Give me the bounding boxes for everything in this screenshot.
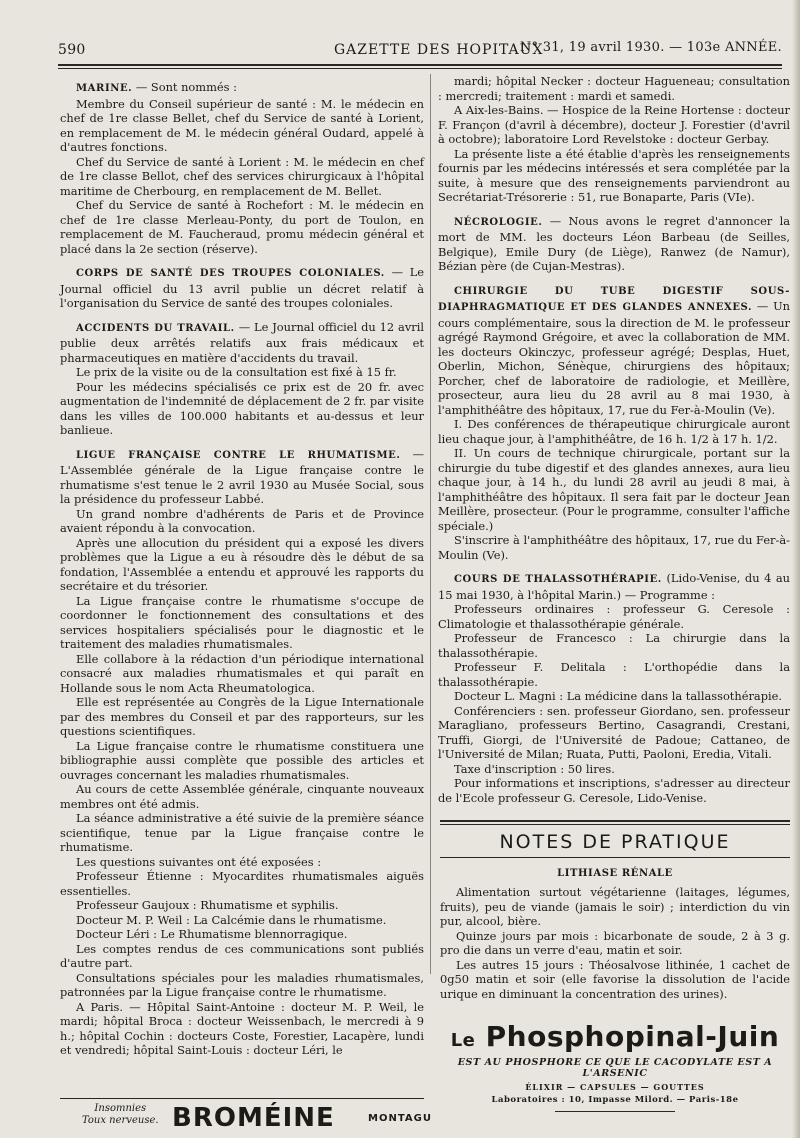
notes-paragraph: Les autres 15 jours : Théosalvose lithinée, 1 cachet de 0g50 matin et soir (elle favorise la dissolution de l'acide urique en diminuant la concentration des urines).	[440, 957, 790, 1001]
paragraph-text: La Ligue française contre le rhumatisme s'occupe de coordonner le fonctionnement des consultations et des services hospitaliers spécialisés pour le diagnostic et le traitement des maladies rhumatismales.	[60, 593, 424, 651]
ad-laboratory: Laboratoires : 10, Impasse Milord. — Paris-18e	[491, 1095, 739, 1105]
article-block	[60, 265, 424, 311]
bromeine-brand: BROMÉINE	[172, 1103, 335, 1133]
column-divider	[430, 74, 431, 974]
article-paragraph	[60, 913, 424, 928]
article-paragraph	[60, 265, 424, 311]
paragraph-text: (Lido-Venise, du 4 au 15 mai 1930, à l'hôpital Marin.) — Programme :	[438, 571, 790, 602]
ad-forms: ÉLIXIR — CAPSULES — GOUTTES	[525, 1082, 705, 1092]
article-paragraph	[60, 507, 424, 536]
article-paragraph	[60, 365, 424, 380]
paragraph-text: — Un cours complémentaire, sous la direction de M. le professeur agrégé Raymond Grégoire, et avec la collaboration de MM. les docteurs Okinczyc, professeur agrégé; Desplas, Huet, Oberlin, Michon, Sénèque, chirurgiens des hôpitaux; Porcher, chef de laboratoire de radiologie, et Meillère, prosecteur, aura lieu du 28 avril au 8 mai 1930, à l'amphithéâtre des hôpitaux, 17, rue du Fer-à-Moulin (Ve).	[438, 299, 791, 417]
paragraph-text: La séance administrative a été suivie de la première séance scientifique, tenue par la Ligue française contre le rhumatisme.	[60, 811, 424, 854]
article-paragraph	[438, 214, 790, 274]
paragraph-text: Professeur Étienne : Myocardites rhumatismales aiguës essentielles.	[60, 869, 424, 898]
article-paragraph	[60, 739, 424, 783]
paragraph-text: La Ligue française contre le rhumatisme constituera une bibliographie aussi complète que possible des articles et ouvrages concernant les maladies rhumatismales.	[60, 738, 424, 782]
article-paragraph	[60, 80, 424, 97]
issue-info: N° 31, 19 avril 1930. — 103e ANNÉE.	[519, 40, 782, 55]
article-paragraph	[60, 782, 424, 811]
section-heading: CORPS DE SANTÉ DES TROUPES COLONIALES.	[76, 268, 385, 279]
section-heading: NÉCROLOGIE.	[454, 216, 543, 228]
article-paragraph	[60, 869, 424, 898]
notes-body	[440, 885, 790, 1001]
article-paragraph	[60, 927, 424, 942]
section-heading: CHIRURGIE DU TUBE DIGESTIF SOUS-DIAPHRAGMATIQUE ET DES GLANDES ANNEXES.	[438, 285, 790, 313]
article-paragraph	[438, 660, 790, 689]
article-paragraph	[438, 147, 790, 205]
section-heading: COURS DE THALASSOTHÉRAPIE.	[454, 574, 662, 585]
paragraph-text: Elle collabore à la rédaction d'un périodique international consacré aux maladies rhumatismales et qui paraît en Hollande sous le nom Acta Rheumatologica.	[60, 651, 424, 695]
bromeine-indication-1: Insomnies	[94, 1103, 147, 1114]
article-paragraph	[60, 155, 424, 199]
article-paragraph	[438, 704, 790, 762]
article-paragraph	[60, 652, 424, 696]
article-paragraph	[60, 811, 424, 855]
ad-brand-name: Phosphopinal-Juin	[485, 1020, 780, 1053]
article-paragraph	[60, 320, 424, 366]
bromeine-advertisement	[60, 1098, 432, 1135]
article-paragraph	[438, 103, 790, 147]
ad-brand-prefix: Le	[450, 1030, 476, 1051]
article-paragraph	[60, 898, 424, 913]
article-paragraph	[438, 776, 790, 805]
paragraph-text: Professeur F. Delitala : L'orthopédie dans la thalassothérapie.	[438, 660, 790, 689]
paragraph-text: Conférenciers : sen. professeur Giordano, sen. professeur Maragliano, professeurs Bertino, Casagrandi, Crestani, Truffi, Giorgi, de l'Université de Padoue; Cattaneo, de l'Université de Milan; Ruata, Putti, Paoloni, Eredia, Vitali.	[438, 703, 790, 761]
article-paragraph	[438, 689, 790, 704]
ad-tagline: EST AU PHOSPHORE CE QUE LE CACODYLATE EST A L'ARSENIC	[457, 1057, 773, 1079]
paragraph-text: Professeurs ordinaires : professeur G. Ceresole : Climatologie et thalassothérapie générale.	[438, 602, 790, 631]
paragraph-text: A Aix-les-Bains. — Hospice de la Reine Hortense : docteur F. Françon (d'avril à décembre), docteur J. Forestier (d'avril à octobre); laboratoire Lord Revelstoke : docteur Gerbay.	[438, 103, 790, 146]
notes-paragraph: Alimentation surtout végétarienne (laitages, légumes, fruits), peu de viande (jamais le soir) ; interdiction du vin pur, alcool, bière.	[440, 885, 790, 928]
paragraph-text: Le prix de la visite ou de la consultation est fixé à 15 fr.	[76, 365, 397, 379]
paragraph-text: — Le Journal officiel du 13 avril publie un décret relatif à l'organisation du Service de santé des troupes coloniales.	[60, 265, 424, 310]
phosphopinal-advertisement	[440, 1020, 790, 1112]
article-paragraph	[438, 446, 790, 533]
section-heading: MARINE.	[76, 83, 133, 94]
notes-title: NOTES DE PRATIQUE	[499, 831, 731, 853]
paragraph-text: II. Un cours de technique chirurgicale, portant sur la chirurgie du tube digestif et des glandes annexes, aura lieu chaque jour, à 14 h., du lundi 28 avril au jeudi 8 mai, à l'amphithéâtre des hôpitaux. Il sera fait par le docteur Jean Meillère, prosecteur. (Pour le programme, consulter l'affiche spéciale.)	[438, 446, 790, 533]
notes-subhead: LITHIASE RÉNALE	[557, 868, 673, 879]
article-block	[438, 571, 790, 805]
paragraph-text: I. Des conférences de thérapeutique chirurgicale auront lieu chaque jour, à l'amphithéâtre, de 16 h. 1/2 à 17 h. 1/2.	[438, 417, 790, 446]
right-column	[438, 74, 790, 805]
paragraph-text: — Le Journal officiel du 12 avril publie deux arrêtés relatifs aux frais médicaux et pharmaceutiques en matière d'accidents du travail.	[60, 319, 425, 365]
paragraph-text: Pour informations et inscriptions, s'adresser au directeur de l'Ecole professeur G. Ceresole, Lido-Venise.	[438, 776, 790, 805]
article-paragraph	[438, 417, 790, 446]
journal-title: GAZETTE DES HOPITAUX	[334, 42, 544, 58]
paragraph-text: Pour les médecins spécialisés ce prix est de 20 fr. avec augmentation de l'indemnité de déplacement de 2 fr. par visite dans les villes de 100.000 habitants et au-dessus et leur banlieue.	[60, 379, 424, 437]
bromeine-indication-2: Toux nerveuse.	[82, 1115, 159, 1126]
paragraph-text: Elle est représentée au Congrès de la Ligue Internationale par des membres du Conseil et par des rapporteurs, sur les questions scientifiques.	[60, 695, 424, 738]
article-paragraph	[60, 695, 424, 739]
article-paragraph	[438, 631, 790, 660]
notes-paragraph: Quinze jours par mois : bicarbonate de soude, 2 à 3 g. pro die dans un verre d'eau, matin et soir.	[440, 928, 790, 957]
article-paragraph	[438, 533, 790, 562]
article-paragraph	[438, 283, 790, 418]
notes-rule-top	[440, 820, 790, 822]
paragraph-text: Docteur L. Magni : La médicine dans la tallassothérapie.	[454, 689, 782, 703]
article-block	[438, 283, 790, 563]
article-paragraph	[60, 942, 424, 971]
paragraph-text: S'inscrire à l'amphithéâtre des hôpitaux, 17, rue du Fer-à-Moulin (Ve).	[438, 533, 790, 562]
paragraph-text: Professeur de Francesco : La chirurgie dans la thalassothérapie.	[438, 631, 790, 660]
paragraph-text: Professeur Gaujoux : Rhumatisme et syphilis.	[76, 898, 339, 912]
article-paragraph	[438, 602, 790, 631]
bromeine-indications	[82, 1103, 159, 1127]
article-paragraph	[60, 1000, 424, 1058]
article-paragraph	[60, 380, 424, 438]
paragraph-text: Les comptes rendus de ces communications sont publiés d'autre part.	[60, 941, 424, 970]
header-rule-thin	[58, 68, 782, 69]
article-paragraph	[60, 447, 424, 507]
article-paragraph	[60, 198, 424, 256]
article-paragraph	[438, 571, 790, 602]
paragraph-text: Chef du Service de santé à Rochefort : M. le médecin en chef de 1re classe Merleau-Ponty, du port de Toulon, en remplacement de M. Faucheraud, promu médecin général et placé dans la 2e section (réserve).	[60, 198, 424, 256]
page-edge-shadow	[792, 0, 800, 1138]
paragraph-text: Docteur Léri : Le Rhumatisme blennorragique.	[76, 927, 348, 941]
article-block	[438, 214, 790, 274]
paragraph-text: Docteur M. P. Weil : La Calcémie dans le rhumatisme.	[76, 912, 387, 927]
paragraph-text: Membre du Conseil supérieur de santé : M. le médecin en chef de 1re classe Bellet, chef du Service de santé à Lorient, en remplacement de M. le médecin général Oudard, appelé à d'autres fonctions.	[60, 96, 424, 154]
article-block	[438, 74, 790, 205]
article-paragraph	[60, 97, 424, 155]
article-paragraph	[438, 74, 790, 103]
article-paragraph	[60, 971, 424, 1000]
paragraph-text: mardi; hôpital Necker : docteur Hagueneau; consultation : mercredi; traitement : mardi et samedi.	[438, 74, 790, 103]
paragraph-text: Taxe d'inscription : 50 lires.	[454, 761, 615, 776]
notes-de-pratique-section	[440, 820, 790, 1001]
paragraph-text: Consultations spéciales pour les maladies rhumatismales, patronnées par la Ligue française contre le rhumatisme.	[60, 970, 424, 999]
paragraph-text: Un grand nombre d'adhérents de Paris et de Province avaient répondu à la convocation.	[60, 506, 424, 535]
page-header	[58, 36, 782, 64]
page-number: 590	[58, 42, 86, 58]
paragraph-text: — Nous avons le regret d'annoncer la mort de MM. les docteurs Léon Barbeau (de Seilles, Belgique), Emile Dury (de Liège), Ranwez (de Namur), Bézian père (de Cujan-Mestras).	[438, 213, 791, 273]
paragraph-text: — L'Assemblée générale de la Ligue française contre le rhumatisme s'est tenue le 2 avril 1930 au Musée Social, sous la présidence du professeur Labbé.	[60, 446, 424, 506]
ad-rule	[555, 1111, 675, 1112]
article-paragraph	[438, 762, 790, 777]
section-heading: ACCIDENTS DU TRAVAIL.	[76, 322, 235, 334]
article-paragraph	[60, 536, 424, 594]
section-heading: LIGUE FRANÇAISE CONTRE LE RHUMATISME.	[76, 449, 401, 461]
paragraph-text: La présente liste a été établie d'après les renseignements fournis par les médecins intéressés et sera complétée par la suite, à mesure que des renseignements parviendront au Secrétariat-Trésorerie : 51, rue Bonaparte, Paris (VIe).	[438, 146, 790, 204]
paragraph-text: — Sont nommés :	[135, 80, 237, 94]
paragraph-text: Chef du Service de santé à Lorient : M. le médecin en chef de 1re classe Bellot, chef des services chirurgicaux à l'hôpital maritime de Cherbourg, en remplacement de M. Bellet.	[60, 154, 424, 198]
ad-brand	[440, 1020, 790, 1053]
paragraph-text: Les questions suivantes ont été exposées :	[76, 854, 322, 869]
article-block	[60, 80, 424, 256]
header-rule	[58, 64, 782, 66]
article-block	[60, 447, 424, 1058]
article-paragraph	[60, 594, 424, 652]
notes-rule-bottom	[440, 857, 790, 858]
article-block	[60, 320, 424, 438]
left-column	[60, 80, 424, 1058]
bromeine-maker: MONTAGU	[368, 1113, 432, 1124]
paragraph-text: A Paris. — Hôpital Saint-Antoine : docteur M. P. Weil, le mardi; hôpital Broca : docteur Weissenbach, le mercredi à 9 h.; hôpital Cochin : docteurs Coste, Forestier, Lacapère, lundi et vendredi; hôpital Saint-Louis : docteur Léri, le	[60, 999, 424, 1057]
article-paragraph	[60, 855, 424, 870]
paragraph-text: Au cours de cette Assemblée générale, cinquante nouveaux membres ont été admis.	[60, 782, 424, 811]
paragraph-text: Après une allocution du président qui a exposé les divers problèmes que la Ligue a eu à résoudre dès le début de sa fondation, l'Assemblée a entendu et approuvé les rapports du secrétaire et du trésorier.	[60, 535, 424, 593]
